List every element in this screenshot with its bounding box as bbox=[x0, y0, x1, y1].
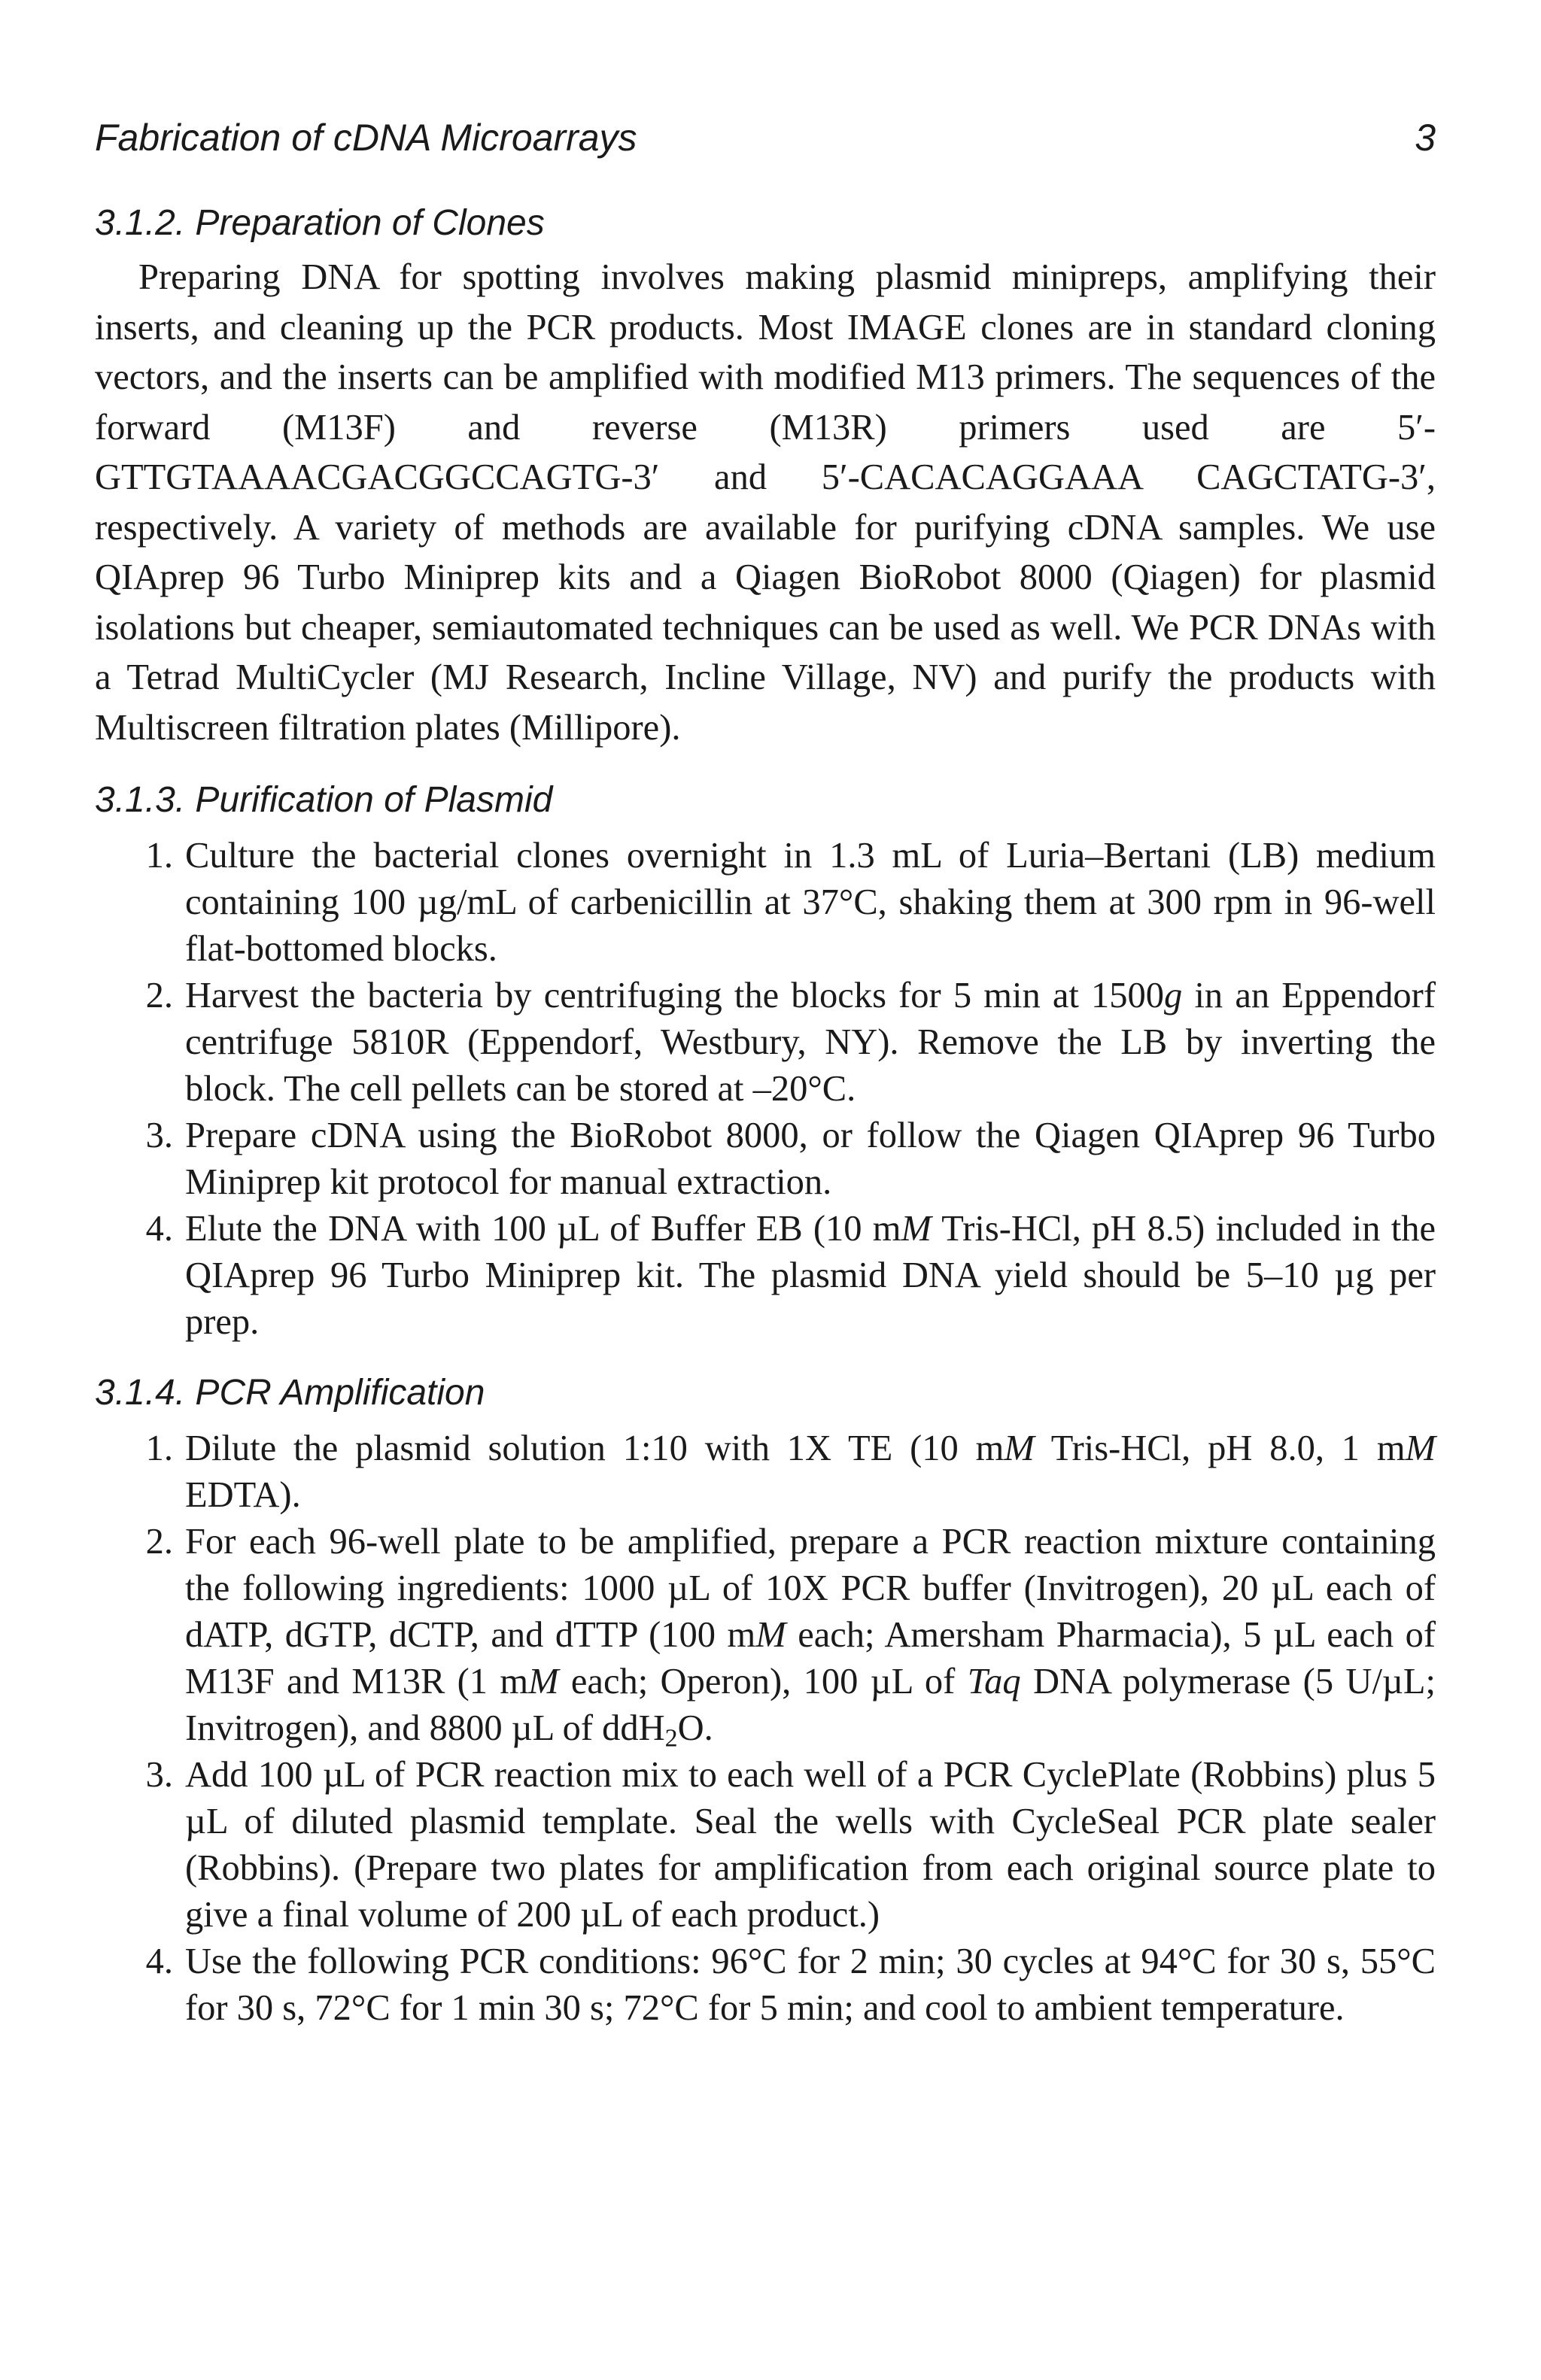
list-item bbox=[95, 1206, 1436, 1346]
list-item bbox=[95, 833, 1436, 973]
list-item-text: Elute the DNA with 100 µL of Buffer EB (10 mM Tris-HCl, pH 8.5) included in the QIAprep 96 Turbo Miniprep kit. The plasmid DNA yield should be 5–10 µg per prep. bbox=[185, 1209, 1436, 1342]
section-heading-purification-of-plasmid: 3.1.3. Purification of Plasmid bbox=[95, 780, 553, 820]
section-heading-pcr-amplification: 3.1.4. PCR Amplification bbox=[95, 1373, 485, 1413]
list-item-number: 3. bbox=[145, 1116, 173, 1155]
pcr-steps-list bbox=[95, 1425, 1436, 2032]
list-item-text: Dilute the plasmid solution 1:10 with 1X TE (10 mM Tris-HCl, pH 8.0, 1 mM EDTA). bbox=[185, 1428, 1436, 1515]
list-item bbox=[95, 1938, 1436, 2032]
list-item-number: 4. bbox=[145, 1941, 173, 1981]
list-item bbox=[95, 973, 1436, 1113]
running-head-title: Fabrication of cDNA Microarrays bbox=[95, 117, 637, 159]
list-item-number: 4. bbox=[145, 1209, 173, 1249]
page-number: 3 bbox=[1415, 117, 1436, 159]
list-item-text: Harvest the bacteria by centrifuging the blocks for 5 min at 1500g in an Eppendorf centrifuge 5810R (Eppendorf, Westbury, NY). Remove the LB by inverting the block. The cell pellets can be stored at –20°C. bbox=[185, 976, 1436, 1109]
list-item-text: Use the following PCR conditions: 96°C for 2 min; 30 cycles at 94°C for 30 s, 55°C for 30 s, 72°C for 1 min 30 s; 72°C for 5 min; and cool to ambient temperature. bbox=[185, 1941, 1436, 2028]
list-item-text: Add 100 µL of PCR reaction mix to each well of a PCR CyclePlate (Robbins) plus 5 µL of diluted plasmid template. Seal the wells with CycleSeal PCR plate sealer (Robbins). (Prepare two plates for amplification from each original source plate to give a final volume of 200 µL of each product.) bbox=[185, 1755, 1436, 1935]
list-item-text: Prepare cDNA using the BioRobot 8000, or follow the Qiagen QIAprep 96 Turbo Miniprep kit protocol for manual extraction. bbox=[185, 1116, 1436, 1202]
page-content bbox=[95, 199, 1436, 2032]
running-head bbox=[95, 111, 1436, 164]
list-item-number: 1. bbox=[145, 836, 173, 876]
list-item-number: 2. bbox=[145, 976, 173, 1015]
list-item bbox=[95, 1752, 1436, 1938]
section-paragraph: Preparing DNA for spotting involves making plasmid minipreps, amplifying their inserts, and cleaning up the PCR products. Most IMAGE clones are in standard cloning vectors, and the inserts can be amplified with modified M13 primers. The sequences of the forward (M13F) and reverse (M13R) primers used are 5′-GTTGTAAAACGACGGCCAGTG-3′ and 5′-CACACAGGAAA CAGCTATG-3′, respectively. A variety of methods are available for purifying cDNA samples. We use QIAprep 96 Turbo Miniprep kits and a Qiagen BioRobot 8000 (Qiagen) for plasmid isolations but cheaper, semiautomated techniques can be used as well. We PCR DNAs with a Tetrad MultiCycler (MJ Research, Incline Village, NV) and purify the products with Multiscreen filtration plates (Millipore). bbox=[95, 257, 1436, 748]
section-heading-preparation-of-clones: 3.1.2. Preparation of Clones bbox=[95, 203, 545, 243]
list-item bbox=[95, 1113, 1436, 1206]
list-item-number: 2. bbox=[145, 1522, 173, 1562]
list-item bbox=[95, 1425, 1436, 1519]
list-item-text: Culture the bacterial clones overnight in 1.3 mL of Luria–Bertani (LB) medium containing 100 µg/mL of carbenicillin at 37°C, shaking them at 300 rpm in 96-well flat-bottomed blocks. bbox=[185, 836, 1436, 969]
list-item-number: 1. bbox=[145, 1428, 173, 1468]
purification-steps-list bbox=[95, 833, 1436, 1346]
list-item bbox=[95, 1519, 1436, 1752]
list-item-number: 3. bbox=[145, 1755, 173, 1795]
list-item-text: For each 96-well plate to be amplified, prepare a PCR reaction mixture containing the following ingredients: 1000 µL of 10X PCR buffer (Invitrogen), 20 µL each of dATP, dGTP, dCTP, and dTTP (100 mM each; Amersham Pharmacia), 5 µL each of M13F and M13R (1 mM each; Operon), 100 µL of Taq DNA polymerase (5 U/µL; Invitrogen), and 8800 µL of ddH$_2$O. bbox=[185, 1522, 1436, 1753]
